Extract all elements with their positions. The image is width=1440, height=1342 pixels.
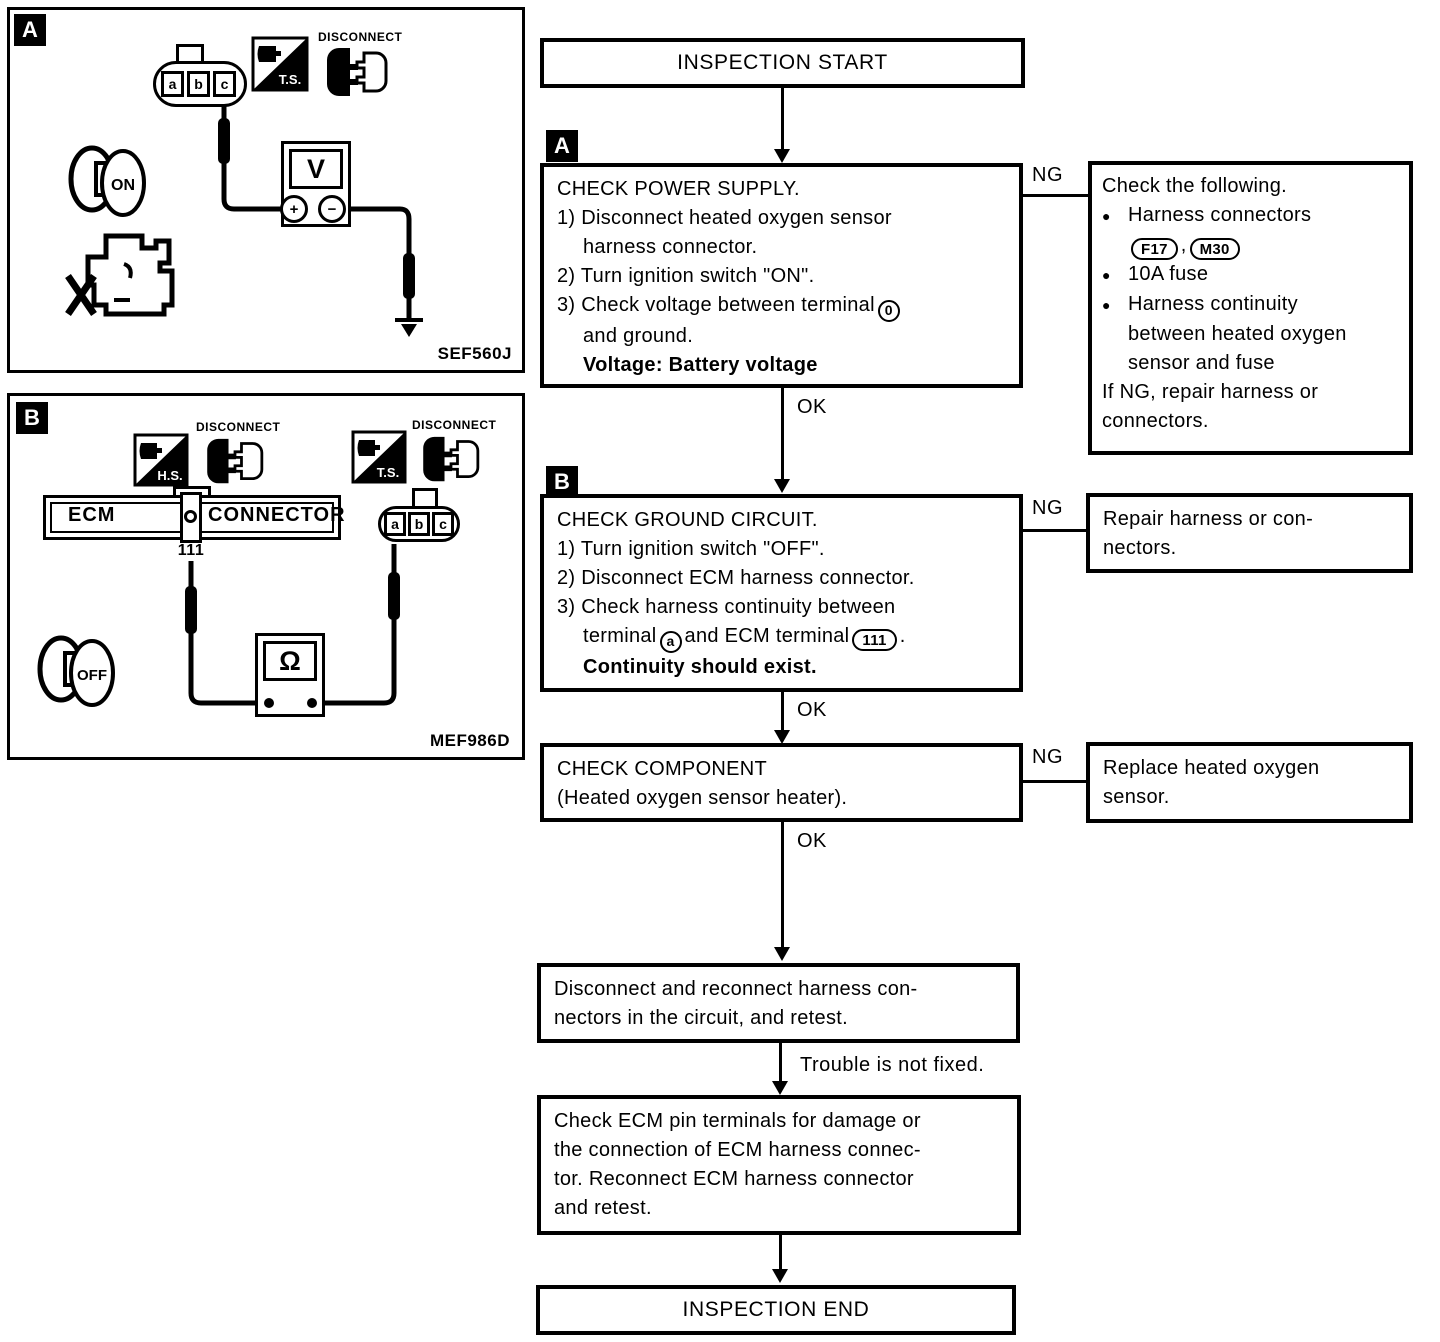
- box-line: sensor.: [1103, 786, 1170, 808]
- ok-label: OK: [797, 699, 827, 721]
- flow-arrow-line: [779, 1043, 782, 1081]
- step-a-marker: [546, 130, 578, 162]
- plus-terminal: [280, 195, 308, 223]
- terminal-c-label: c: [220, 76, 229, 92]
- disconnect-icon: [324, 46, 390, 100]
- inspection-end-box: [536, 1285, 1016, 1335]
- terminal-a-label: a: [391, 516, 399, 532]
- terminal-callout: a: [660, 631, 682, 653]
- box-line: Replace heated oxygen: [1103, 757, 1320, 779]
- step-line-text: and ECM terminal: [684, 625, 850, 647]
- disconnect-icon: [418, 435, 484, 485]
- step-title: CHECK COMPONENT: [557, 758, 768, 780]
- disconnect-icon-label: DISCONNECT: [318, 30, 403, 44]
- flow-arrowhead: [774, 479, 790, 493]
- ecm-label: ECM: [68, 504, 116, 526]
- check-ecm-pins-box: [537, 1095, 1021, 1235]
- engine-stopped-icon: [54, 228, 184, 324]
- disconnect-icon-label: DISCONNECT: [412, 418, 497, 432]
- check-ground-circuit-box: [540, 494, 1023, 692]
- figure-panel-a: [7, 7, 525, 373]
- flow-arrow-line: [781, 388, 784, 479]
- reconnect-retest-box: [537, 963, 1020, 1043]
- terminal-a-label: a: [168, 76, 177, 92]
- box-line: nectors.: [1103, 537, 1177, 559]
- terminal-b: [187, 71, 210, 97]
- box-line: sensor and fuse: [1128, 352, 1275, 374]
- step-title: CHECK POWER SUPPLY.: [557, 178, 800, 200]
- comma: ,: [1180, 234, 1187, 256]
- probe-handle: [218, 118, 230, 164]
- terminal-a: [161, 71, 184, 97]
- step-title: CHECK GROUND CIRCUIT.: [557, 509, 818, 531]
- step-line-text: .: [899, 625, 906, 647]
- connector-ids-line: [1102, 231, 1399, 260]
- ground-wire: [342, 209, 409, 318]
- step-line-text: 3) Check voltage between terminal: [557, 294, 875, 316]
- step-line: [557, 291, 1006, 322]
- ok-label: OK: [797, 830, 827, 852]
- step-line: 1) Disconnect heated oxygen sensor: [557, 207, 892, 229]
- step-line: 1) Turn ignition switch "OFF".: [557, 538, 825, 560]
- bullet-text: 10A fuse: [1128, 263, 1209, 285]
- ts-icon: [251, 36, 309, 92]
- ts-icon: [351, 430, 407, 484]
- flow-arrowhead: [772, 1081, 788, 1095]
- ground-icon: [401, 324, 417, 337]
- box-line: If NG, repair harness or: [1102, 381, 1319, 403]
- terminal-c-label: c: [439, 516, 447, 532]
- bullet-icon: ●: [1102, 267, 1111, 283]
- box-line: Repair harness or con-: [1103, 508, 1314, 530]
- step-line: (Heated oxygen sensor heater).: [557, 787, 848, 809]
- ok-label: OK: [797, 396, 827, 418]
- step-line: 2) Disconnect ECM harness connector.: [557, 567, 915, 589]
- replace-sensor-box: [1086, 742, 1413, 823]
- connector-id-f17: F17: [1131, 238, 1178, 260]
- bullet-icon: ●: [1102, 297, 1111, 313]
- ts-icon-label: T.S.: [376, 465, 400, 480]
- voltmeter-display: [289, 149, 343, 189]
- check-power-supply-box: [540, 163, 1023, 388]
- terminal-b-label: b: [194, 76, 203, 92]
- inspection-end-label: INSPECTION END: [682, 1298, 870, 1321]
- flow-arrowhead: [774, 730, 790, 744]
- bullet-line: [1102, 260, 1399, 290]
- connector-label: CONNECTOR: [208, 504, 346, 526]
- disconnect-icon: [202, 437, 268, 487]
- flow-arrow-line: [781, 822, 784, 947]
- x-mark: [68, 276, 94, 314]
- check-component-box: [540, 743, 1023, 822]
- box-line: and retest.: [554, 1197, 652, 1219]
- ignition-off-icon: [34, 630, 122, 712]
- bullet-icon: ●: [1102, 208, 1111, 224]
- ohmmeter-display: [263, 641, 317, 681]
- flow-arrow-line: [779, 1235, 782, 1269]
- terminal-b-label: b: [414, 516, 424, 532]
- voltmeter-label: V: [306, 153, 325, 184]
- trouble-not-fixed-label: Trouble is not fixed.: [800, 1054, 985, 1076]
- bullet-line: [1102, 201, 1399, 231]
- ng-label: NG: [1032, 164, 1063, 186]
- flow-arrow-line: [781, 692, 784, 730]
- terminal-b: [408, 512, 430, 536]
- ecm-pin-111-label: 111: [177, 542, 205, 559]
- step-line-text: terminal: [583, 625, 657, 647]
- check-following-box: [1088, 161, 1413, 455]
- ecm-bar-bolt: [184, 510, 197, 523]
- meter-terminal-dot: [264, 698, 274, 708]
- disconnect-icon-label: DISCONNECT: [196, 420, 281, 434]
- terminal-callout: 0: [878, 300, 900, 322]
- plus-sign: +: [289, 200, 299, 218]
- hs-icon: [133, 433, 189, 487]
- probe-wire: [224, 106, 284, 209]
- flow-arrowhead: [772, 1269, 788, 1283]
- connector-id-m30: M30: [1190, 238, 1240, 260]
- ignition-on-icon: [65, 140, 153, 222]
- ts-icon-label: T.S.: [278, 72, 302, 87]
- box-line: Check ECM pin terminals for damage or: [554, 1110, 921, 1132]
- ng-label: NG: [1032, 746, 1063, 768]
- ng-label: NG: [1032, 497, 1063, 519]
- flow-arrow-line: [781, 88, 784, 149]
- panel-b-marker-label: B: [24, 405, 40, 430]
- panel-a-marker-label: A: [22, 17, 38, 42]
- ohmmeter-label: Ω: [279, 645, 301, 676]
- meter-terminal-dot: [307, 698, 317, 708]
- expected-result: Voltage: Battery voltage: [583, 353, 818, 376]
- bullet-text: Harness connectors: [1128, 204, 1312, 226]
- step-line: [557, 622, 1006, 653]
- box-line: Disconnect and reconnect harness con-: [554, 978, 918, 1000]
- ng-branch-line: [1021, 780, 1086, 783]
- box-line: between heated oxygen: [1128, 323, 1347, 345]
- probe-handle: [185, 586, 197, 634]
- terminal-c: [213, 71, 236, 97]
- box-line: tor. Reconnect ECM harness connector: [554, 1168, 914, 1190]
- figure-code: SEF560J: [437, 344, 512, 363]
- ignition-state-label: OFF: [77, 667, 107, 684]
- minus-terminal: [318, 195, 346, 223]
- minus-sign: −: [327, 200, 337, 218]
- probe-handle: [403, 253, 415, 299]
- box-line: the connection of ECM harness connec-: [554, 1139, 921, 1161]
- step-line: 3) Check harness continuity between: [557, 596, 896, 618]
- ng-branch-line: [1021, 529, 1086, 532]
- figure-panel-b: [7, 393, 525, 760]
- inspection-start-box: [540, 38, 1025, 88]
- step-a-marker-label: A: [554, 133, 570, 158]
- flow-arrowhead: [774, 149, 790, 163]
- terminal-a: [384, 512, 406, 536]
- hs-icon-label: H.S.: [157, 468, 183, 483]
- box-line: connectors.: [1102, 410, 1209, 432]
- inspection-start-label: INSPECTION START: [677, 51, 888, 74]
- ng-branch-line: [1021, 194, 1088, 197]
- ignition-state-label: ON: [111, 177, 135, 194]
- expected-result: Continuity should exist.: [583, 655, 817, 678]
- step-line: and ground.: [583, 324, 694, 347]
- step-b-marker-label: B: [554, 469, 570, 494]
- flow-arrowhead: [774, 947, 790, 961]
- bullet-text: Harness continuity: [1128, 293, 1298, 315]
- bullet-line: [1102, 290, 1399, 320]
- box-line: Check the following.: [1102, 175, 1287, 197]
- probe-handle: [388, 572, 400, 620]
- box-line: nectors in the circuit, and retest.: [554, 1007, 848, 1029]
- figure-code: MEF986D: [429, 731, 510, 750]
- repair-harness-box: [1086, 493, 1413, 573]
- terminal-c: [432, 512, 454, 536]
- ecm-pin-callout: 111: [852, 629, 896, 651]
- step-line: harness connector.: [583, 236, 758, 258]
- step-line: 2) Turn ignition switch "ON".: [557, 265, 815, 287]
